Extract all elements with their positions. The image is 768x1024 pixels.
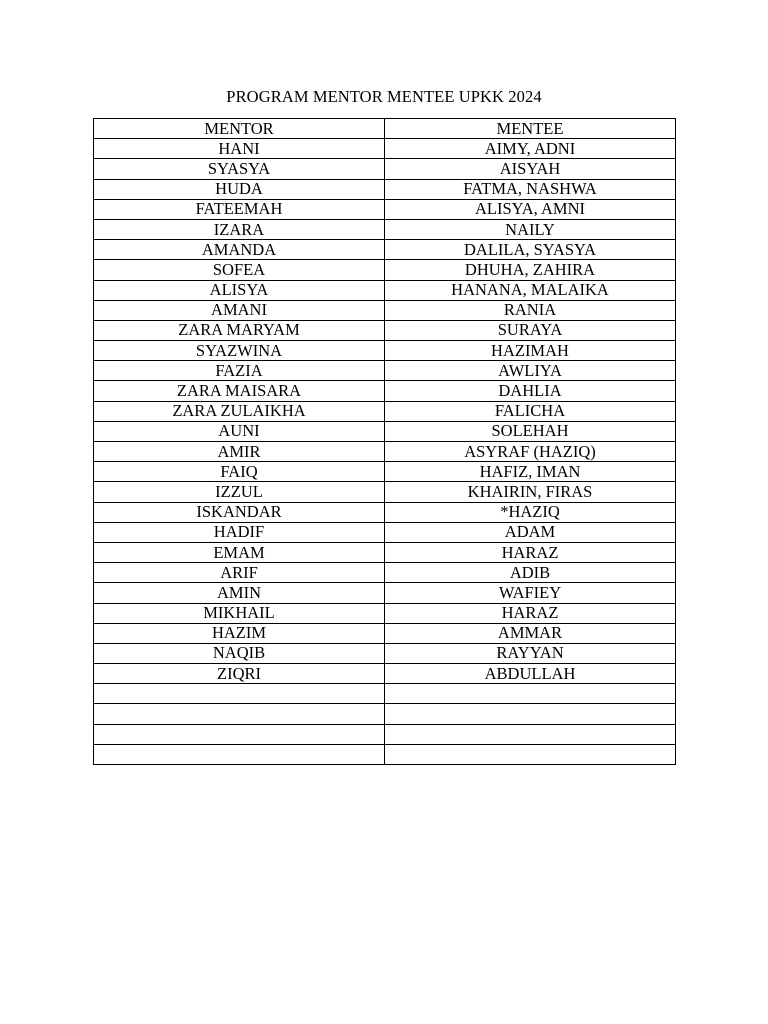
mentee-cell: HANANA, MALAIKA	[385, 280, 676, 300]
table-row	[94, 159, 676, 179]
table-row	[94, 482, 676, 502]
table-row	[94, 300, 676, 320]
mentee-cell: ADAM	[385, 522, 676, 542]
mentee-cell: AWLIYA	[385, 361, 676, 381]
mentee-cell: AMMAR	[385, 623, 676, 643]
mentee-cell: HARAZ	[385, 603, 676, 623]
mentor-cell: IZZUL	[94, 482, 385, 502]
table-row	[94, 361, 676, 381]
table-row	[94, 442, 676, 462]
mentor-cell: ISKANDAR	[94, 502, 385, 522]
table-row	[94, 421, 676, 441]
column-header-mentee: MENTEE	[385, 119, 676, 139]
mentor-cell: ZARA ZULAIKHA	[94, 401, 385, 421]
mentee-cell: RANIA	[385, 300, 676, 320]
mentor-cell: FAZIA	[94, 361, 385, 381]
mentor-cell: IZARA	[94, 219, 385, 239]
mentor-cell: HAZIM	[94, 623, 385, 643]
mentor-cell: MIKHAIL	[94, 603, 385, 623]
mentee-cell: *HAZIQ	[385, 502, 676, 522]
mentee-cell: FALICHA	[385, 401, 676, 421]
table-header-row	[94, 119, 676, 139]
mentor-cell	[94, 724, 385, 744]
table-row	[94, 522, 676, 542]
mentee-cell: HAFIZ, IMAN	[385, 462, 676, 482]
mentee-cell: AIMY, ADNI	[385, 139, 676, 159]
mentor-cell: EMAM	[94, 542, 385, 562]
mentor-cell: FAIQ	[94, 462, 385, 482]
mentee-cell	[385, 704, 676, 724]
mentor-cell: AMANDA	[94, 240, 385, 260]
mentor-cell: HANI	[94, 139, 385, 159]
mentor-cell: FATEEMAH	[94, 199, 385, 219]
mentor-cell: SYAZWINA	[94, 341, 385, 361]
mentee-cell: DHUHA, ZAHIRA	[385, 260, 676, 280]
mentor-cell: AMIN	[94, 583, 385, 603]
table-row	[94, 240, 676, 260]
table-row	[94, 603, 676, 623]
mentor-cell: SOFEA	[94, 260, 385, 280]
table-row	[94, 623, 676, 643]
mentee-cell: HAZIMAH	[385, 341, 676, 361]
mentor-cell: HADIF	[94, 522, 385, 542]
table-row	[94, 280, 676, 300]
mentee-cell	[385, 684, 676, 704]
table-row	[94, 219, 676, 239]
table-row	[94, 462, 676, 482]
table-row	[94, 643, 676, 663]
mentor-cell: ARIF	[94, 563, 385, 583]
table-row	[94, 724, 676, 744]
table-row	[94, 684, 676, 704]
mentor-cell: ZIQRI	[94, 664, 385, 684]
mentor-cell: NAQIB	[94, 643, 385, 663]
mentor-cell: AMIR	[94, 442, 385, 462]
mentor-cell: ALISYA	[94, 280, 385, 300]
table-row	[94, 381, 676, 401]
column-header-mentor: MENTOR	[94, 119, 385, 139]
table-row	[94, 664, 676, 684]
table-row	[94, 563, 676, 583]
mentee-cell: KHAIRIN, FIRAS	[385, 482, 676, 502]
mentor-mentee-table	[93, 118, 676, 765]
mentor-cell	[94, 684, 385, 704]
mentee-cell: ASYRAF (HAZIQ)	[385, 442, 676, 462]
page-title: PROGRAM MENTOR MENTEE UPKK 2024	[226, 87, 542, 106]
mentee-cell: RAYYAN	[385, 643, 676, 663]
mentee-cell	[385, 744, 676, 764]
mentor-cell: HUDA	[94, 179, 385, 199]
mentor-cell: SYASYA	[94, 159, 385, 179]
table-row	[94, 583, 676, 603]
mentee-cell: DALILA, SYASYA	[385, 240, 676, 260]
mentor-cell: AMANI	[94, 300, 385, 320]
mentee-cell: ADIB	[385, 563, 676, 583]
mentee-cell: FATMA, NASHWA	[385, 179, 676, 199]
table-row	[94, 502, 676, 522]
mentor-cell: ZARA MARYAM	[94, 320, 385, 340]
table-row	[94, 704, 676, 724]
mentor-cell: ZARA MAISARA	[94, 381, 385, 401]
mentee-cell: SOLEHAH	[385, 421, 676, 441]
mentee-cell: SURAYA	[385, 320, 676, 340]
mentor-cell	[94, 744, 385, 764]
table-row	[94, 401, 676, 421]
table-row	[94, 139, 676, 159]
mentee-cell: HARAZ	[385, 542, 676, 562]
mentor-cell: AUNI	[94, 421, 385, 441]
mentee-cell: AISYAH	[385, 159, 676, 179]
mentee-cell: NAILY	[385, 219, 676, 239]
table-body	[94, 119, 676, 765]
mentee-cell: ALISYA, AMNI	[385, 199, 676, 219]
mentee-cell: ABDULLAH	[385, 664, 676, 684]
mentee-cell: DAHLIA	[385, 381, 676, 401]
table-row	[94, 179, 676, 199]
mentee-cell	[385, 724, 676, 744]
table-row	[94, 341, 676, 361]
table-row	[94, 260, 676, 280]
mentee-cell: WAFIEY	[385, 583, 676, 603]
mentor-cell	[94, 704, 385, 724]
table-row	[94, 744, 676, 764]
table-row	[94, 320, 676, 340]
table-row	[94, 542, 676, 562]
table-row	[94, 199, 676, 219]
